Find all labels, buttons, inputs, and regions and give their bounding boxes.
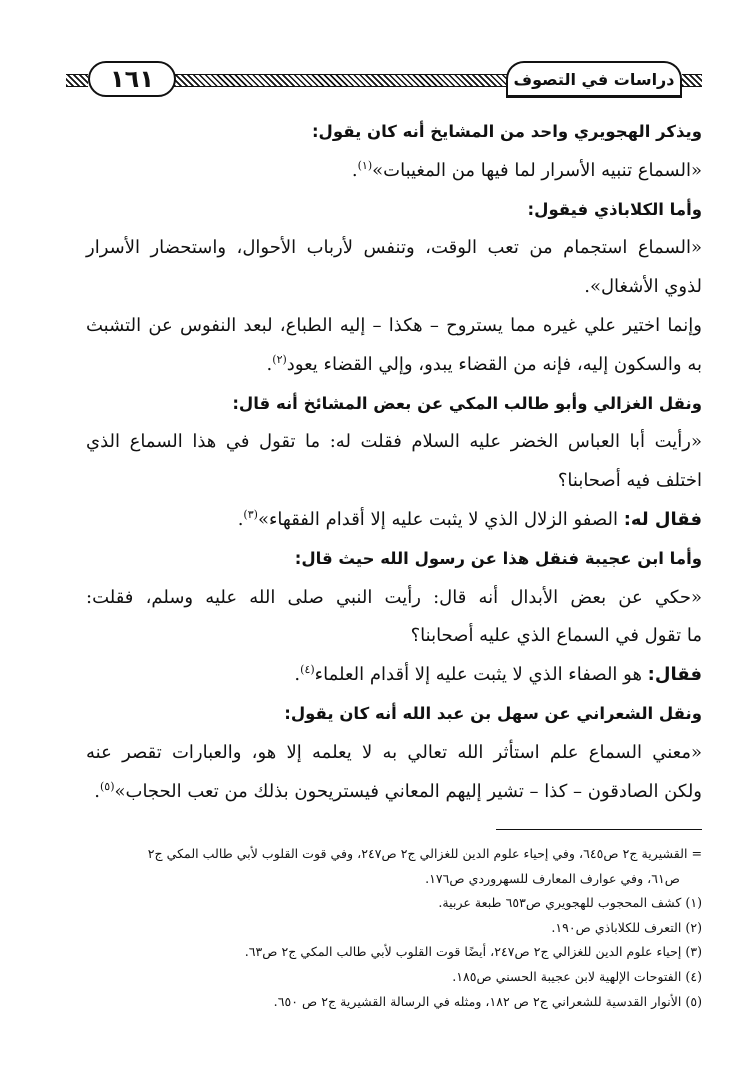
line-text: «السماع تنبيه الأسرار لما فيها من المغيبات» — [372, 159, 702, 181]
footnote: (٢) التعرف للكلاباذي ص١٩٠. — [551, 919, 702, 935]
footnote-separator — [496, 829, 702, 830]
header-ornament-left — [66, 74, 88, 87]
footnote: (٣) إحياء علوم الدين للغزالي ج٢ ص٢٤٧، أيضًا قوت القلوب لأبي طالب المكي ج٢ ص٦٣. — [244, 944, 702, 960]
line-text: «معني السماع علم استأثر الله تعالي به لا يعلمه إلا هو، والعبارات تقصر عنه — [86, 741, 702, 763]
text-line — [86, 423, 702, 462]
text-line — [86, 346, 702, 385]
footnote: (٥) الأنوار القدسية للشعراني ج٢ ص ١٨٢، ومثله في الرسالة القشيرية ج٢ ص ٦٥٠. — [273, 993, 702, 1009]
speaker-label: فقال: — [647, 664, 702, 686]
text-line — [86, 307, 702, 346]
text-line — [86, 462, 702, 501]
line-text: «حكي عن بعض الأبدال أنه قال: رأيت النبي صلى الله عليه وسلم، فقلت: — [86, 586, 702, 608]
text-line — [86, 656, 702, 695]
intro-line — [86, 113, 702, 152]
footnotes — [80, 842, 702, 1014]
text-line — [86, 734, 702, 773]
line-end: . — [237, 508, 244, 530]
footnote: = القشيرية ج٢ ص٦٤٥، وفي إحياء علوم الدين للغزالي ج٢ ص٢٤٧، وفي قوت القلوب لأبي طالب المكي ج٢ — [147, 846, 702, 861]
intro-line — [86, 695, 702, 734]
line-text: ويذكر الهجويري واحد من المشايخ أنه كان يقول: — [311, 122, 702, 141]
line-text: ما تقول في السماع الذي عليه أصحابنا؟ — [410, 625, 702, 647]
line-text: به والسكون إليه، فإنه من القضاء يبدو، وإلي القضاء يعود — [286, 353, 702, 375]
line-text: لذوي الأشغال». — [584, 276, 702, 298]
line-text: ولكن الصادقون – كذا – تشير إليهم المعاني فيستريحون بذلك من تعب الحجاب» — [114, 780, 702, 802]
line-end: . — [294, 664, 301, 686]
text-line — [86, 501, 702, 540]
footnote-ref: (١) — [357, 158, 373, 172]
line-end: . — [266, 353, 273, 375]
text-line — [86, 617, 702, 656]
header-ornament-middle — [174, 74, 510, 87]
footnote-ref: (٣) — [243, 507, 258, 521]
line-text: ونقل الغزالي وأبو طالب المكي عن بعض المشائخ أنه قال: — [232, 393, 702, 413]
running-header — [86, 58, 702, 98]
intro-line — [86, 191, 702, 230]
line-end: . — [94, 780, 100, 802]
text-line — [86, 579, 702, 618]
text-line — [86, 152, 702, 191]
line-text: الصفو الزلال الذي لا يثبت عليه إلا أقدام الفقهاء» — [257, 508, 624, 530]
speaker-label: فقال له: — [623, 508, 702, 530]
line-text: «السماع استجمام من تعب الوقت، وتنفس لأرباب الأحوال، واستحضار الأسرار — [86, 237, 703, 259]
footnote-ref: (٤) — [300, 663, 315, 677]
line-text: وأما ابن عجيبة فنقل هذا عن رسول الله حيث قال: — [294, 548, 702, 568]
intro-line — [86, 540, 702, 579]
line-text: ونقل الشعراني عن سهل بن عبد الله أنه كان يقول: — [284, 703, 702, 723]
text-line — [86, 268, 702, 307]
page-number: ١٦١ — [88, 61, 176, 97]
footnote-ref: (٢) — [272, 352, 287, 366]
line-text: هو الصفاء الذي لا يثبت عليه إلا أقدام العلماء — [314, 664, 648, 686]
book-title: دراسات في التصوف — [506, 61, 682, 98]
text-line — [86, 773, 702, 812]
line-text: اختلف فيه أصحابنا؟ — [557, 470, 702, 492]
footnote: (٤) الفتوحات الإلهية لابن عجيبة الحسني ص١٨٥. — [452, 968, 702, 984]
line-text: «رأيت أبا العباس الخضر عليه السلام فقلت له: ما تقول في هذا السماع الذي — [86, 431, 702, 453]
text-line — [86, 229, 702, 268]
header-ornament-right — [682, 74, 702, 87]
footnote-ref: (٥) — [99, 779, 115, 793]
line-text: وأما الكلاباذي فيقول: — [527, 199, 702, 219]
main-text — [86, 113, 702, 811]
line-text: وإنما اختير علي غيره مما يستروح – هكذا – إليه الطباع، لبعد النفوس عن التشبث — [86, 314, 702, 336]
footnote: (١) كشف المحجوب للهجويري ص٦٥٣ طبعة عربية. — [438, 895, 702, 911]
intro-line — [86, 385, 702, 424]
footnote: ص٦١، وفي عوارف المعارف للسهروردي ص١٧٦. — [425, 870, 680, 886]
line-end: . — [351, 159, 358, 181]
